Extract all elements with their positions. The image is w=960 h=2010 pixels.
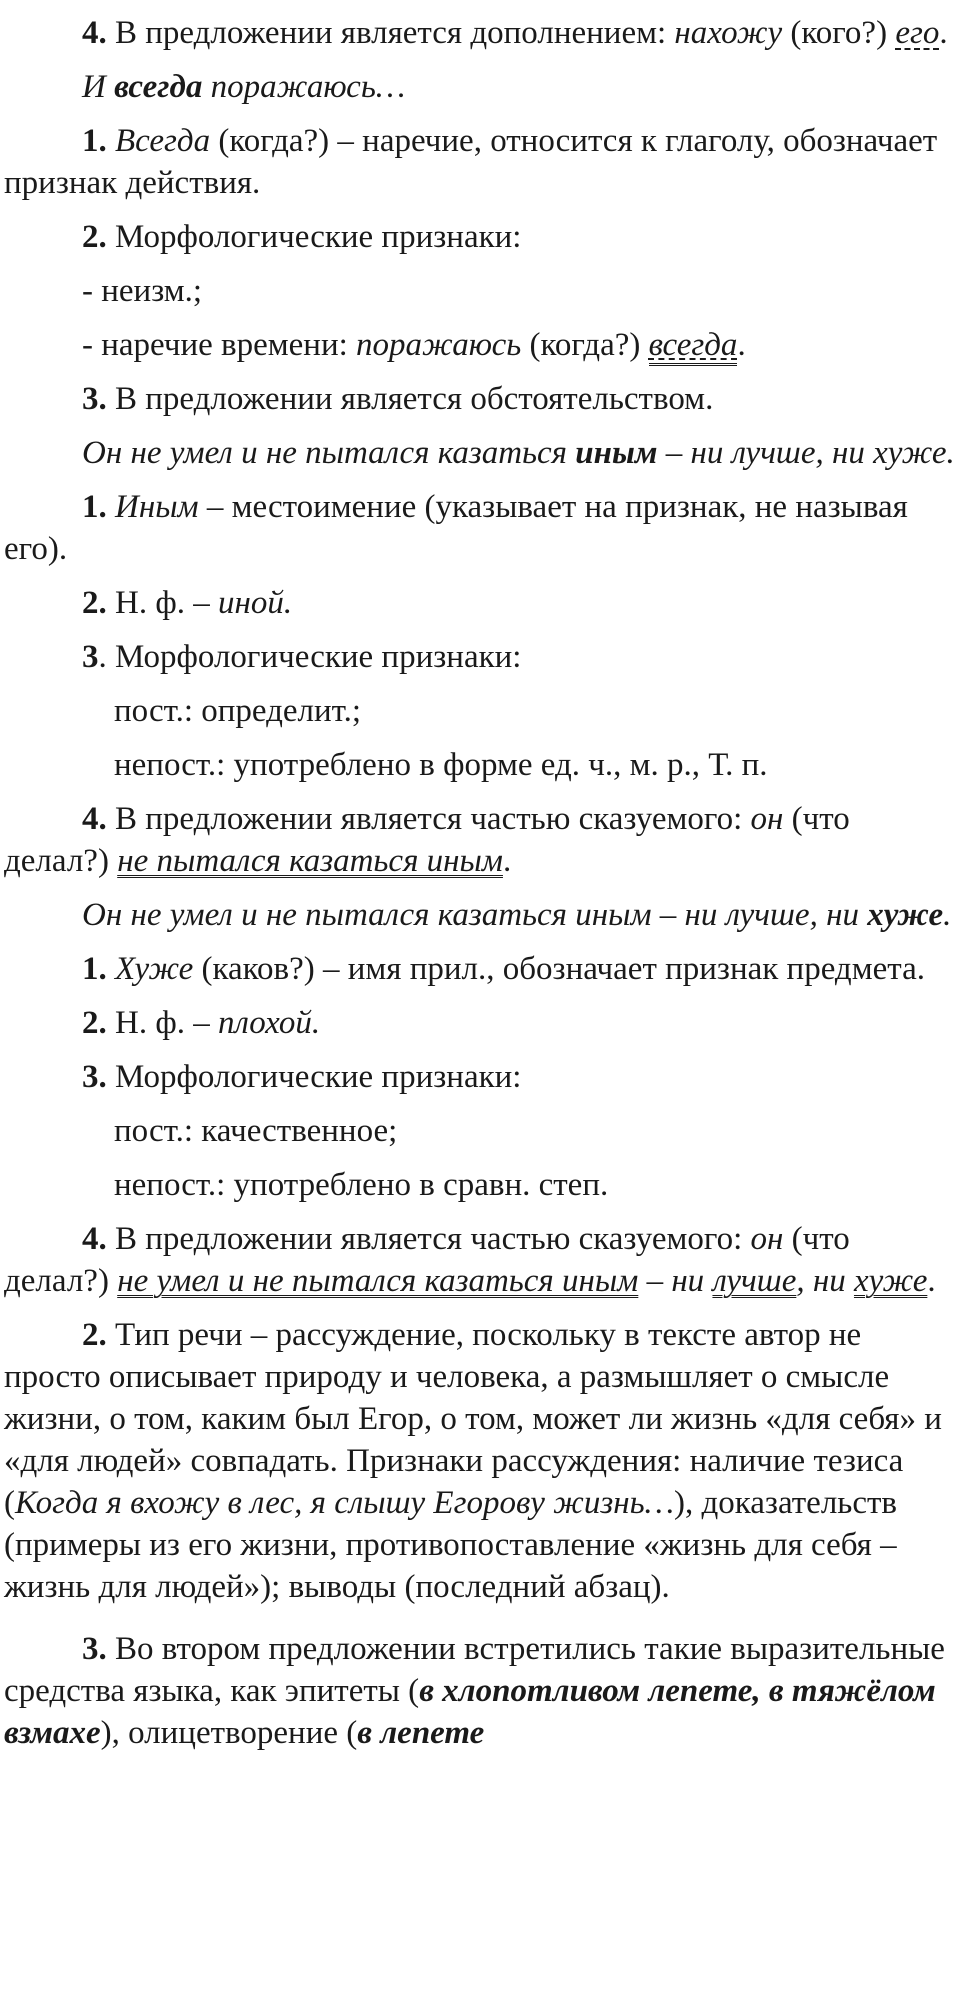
text: . xyxy=(737,327,746,363)
italic-text: он xyxy=(750,1221,784,1257)
text xyxy=(107,123,115,159)
text: - наречие времени: xyxy=(82,327,357,363)
bold-italic-text: в лепете xyxy=(357,1715,485,1751)
paragraph-p10 xyxy=(0,582,960,624)
paragraph-p11 xyxy=(0,636,960,678)
text: (когда?) – наречие, относится к глаголу, обозначает признак действия. xyxy=(4,123,938,201)
italic-text: И xyxy=(82,69,115,105)
text: В предложении является дополнением: xyxy=(106,15,675,51)
paragraph-p22 xyxy=(0,1314,960,1608)
text: В предложении является частью сказуемого: xyxy=(106,801,751,837)
paragraph-p7 xyxy=(0,378,960,420)
italic-text: нахожу xyxy=(674,15,783,51)
italic-text: плохой. xyxy=(217,1005,321,1041)
paragraph-p16 xyxy=(0,948,960,990)
italic-text: поражаюсь xyxy=(356,327,522,363)
italic-text: Хуже xyxy=(115,951,194,987)
text: В предложении является частью сказуемого: xyxy=(106,1221,751,1257)
italic-text: Он не умел и не пытался казаться xyxy=(82,435,576,471)
item-number: 3 xyxy=(82,639,99,675)
italic-text: , ни xyxy=(796,1263,854,1299)
text: Морфологические признаки: xyxy=(106,1059,522,1095)
text: (что делал?) xyxy=(4,801,850,879)
text xyxy=(107,489,115,525)
double-underlined-predicate: лучше xyxy=(712,1263,797,1299)
italic-text: он xyxy=(750,801,784,837)
paragraph-p17 xyxy=(0,1002,960,1044)
text: ), доказательств (примеры из его жизни, противопоставление «жизнь для себя – жизнь для людей»); выводы (последний абзац). xyxy=(4,1485,897,1605)
paragraph-p8 xyxy=(0,432,960,474)
bold-italic-text: в хлопотливом лепете, в тяжёлом взмахе xyxy=(4,1673,936,1751)
text: Н. ф. – xyxy=(106,585,218,621)
italic-text: Когда я вхожу в лес, я слышу Егорову жизнь… xyxy=(15,1485,674,1521)
text: – местоимение (указывает на признак, не называя его). xyxy=(4,489,908,567)
italic-text: поражаюсь… xyxy=(202,69,406,105)
italic-text: Он не умел и не пытался казаться иным – ни лучше, ни xyxy=(82,897,868,933)
paragraph-p20 xyxy=(0,1164,960,1206)
paragraph-p15 xyxy=(0,894,960,936)
item-number: 1. xyxy=(82,951,107,987)
text: (что делал?) xyxy=(4,1221,850,1299)
paragraph-p14 xyxy=(0,798,960,882)
paragraph-p5 xyxy=(0,270,960,312)
italic-text: . xyxy=(943,897,952,933)
paragraph-p19 xyxy=(0,1110,960,1152)
italic-text: – ни xyxy=(638,1263,713,1299)
text: Тип речи – рассуждение, поскольку в тексте автор не просто описывает природу и человека, а размышляет о смысле жизни, о том, каким был Егор, о том, может ли жизнь «для себя» и «для людей» совпадать. Признаки рассуждения: наличие тезиса ( xyxy=(4,1317,942,1521)
text: (каков?) – имя прил., обозначает признак предмета. xyxy=(193,951,925,987)
text: . xyxy=(927,1263,936,1299)
paragraph-p4 xyxy=(0,216,960,258)
item-number: 2. xyxy=(82,1317,107,1353)
paragraph-p18 xyxy=(0,1056,960,1098)
item-number: 2. xyxy=(82,1005,107,1041)
text: ), олицетворение ( xyxy=(100,1715,358,1751)
text: . Морфологические признаки: xyxy=(98,639,522,675)
item-number: 1. xyxy=(82,123,107,159)
text: . xyxy=(939,15,948,51)
item-number: 2. xyxy=(82,219,107,255)
item-number: 2. xyxy=(82,585,107,621)
text: Н. ф. – xyxy=(106,1005,218,1041)
text: (кого?) xyxy=(782,15,896,51)
paragraph-p2 xyxy=(0,66,960,108)
item-number: 3. xyxy=(82,1631,107,1667)
text: пост.: качественное; xyxy=(114,1113,398,1149)
dashed-underlined-word: его xyxy=(895,15,940,51)
item-number: 3. xyxy=(82,381,107,417)
item-number: 4. xyxy=(82,1221,107,1257)
text: Во втором предложении встретились такие выразительные средства языка, как эпитеты ( xyxy=(4,1631,945,1709)
item-number: 4. xyxy=(82,15,107,51)
text: Морфологические признаки: xyxy=(106,219,522,255)
bold-italic-word: всегда xyxy=(114,69,203,105)
text: (когда?) xyxy=(521,327,649,363)
bold-italic-word: иным xyxy=(575,435,658,471)
item-number: 3. xyxy=(82,1059,107,1095)
text xyxy=(107,951,115,987)
italic-text: – ни лучше, ни хуже. xyxy=(657,435,955,471)
text: непост.: употреблено в форме ед. ч., м. р., Т. п. xyxy=(114,747,768,783)
paragraph-p12 xyxy=(0,690,960,732)
double-underlined-predicate: хуже xyxy=(853,1263,928,1299)
paragraph-p21 xyxy=(0,1218,960,1302)
bold-italic-word: хуже xyxy=(867,897,944,933)
double-underlined-predicate: не умел и не пытался казаться иным xyxy=(117,1263,639,1299)
dash-dot-underlined-word: всегда xyxy=(649,327,738,366)
text: пост.: определит.; xyxy=(114,693,362,729)
paragraph-p3 xyxy=(0,120,960,204)
italic-text: Всегда xyxy=(115,123,211,159)
paragraph-p13 xyxy=(0,744,960,786)
text: непост.: употреблено в сравн. степ. xyxy=(114,1167,609,1203)
paragraph-p23 xyxy=(0,1628,960,1754)
text: - неизм.; xyxy=(82,273,203,309)
italic-text: Иным xyxy=(115,489,199,525)
item-number: 1. xyxy=(82,489,107,525)
italic-text: иной. xyxy=(217,585,293,621)
text: . xyxy=(502,843,512,879)
item-number: 4. xyxy=(82,801,107,837)
paragraph-p6 xyxy=(0,324,960,366)
text: В предложении является обстоятельством. xyxy=(106,381,714,417)
paragraph-p1 xyxy=(0,12,960,54)
paragraph-p9 xyxy=(0,486,960,570)
double-underlined-predicate: не пытался казаться иным xyxy=(117,843,503,879)
